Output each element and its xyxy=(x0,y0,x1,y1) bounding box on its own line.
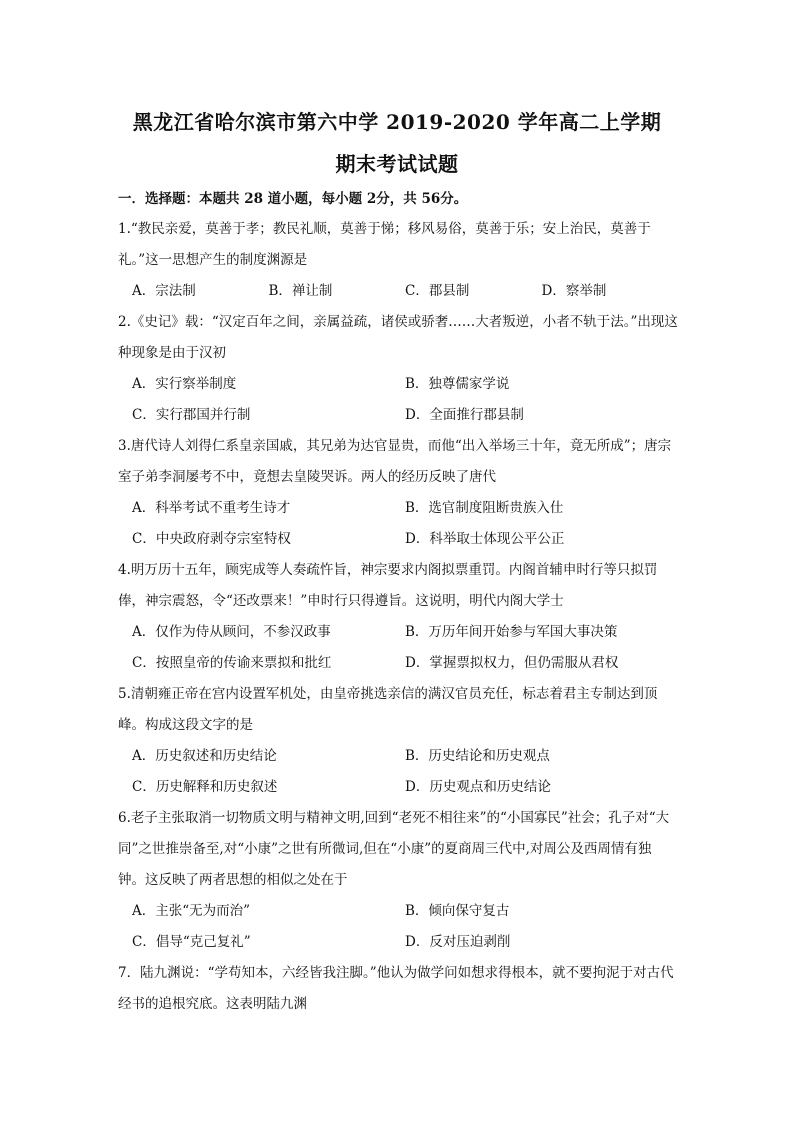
option-d: D．察举制 xyxy=(541,283,607,299)
options-2-row1 xyxy=(118,369,678,400)
option-b: B．历史结论和历史观点 xyxy=(405,748,550,764)
option-b: B．禅让制 xyxy=(268,283,333,299)
question-3: 3.唐代诗人刘得仁系皇亲国戚，其兄弟为达官显贵，而他“出入举场三十年，竟无所成”；唐宗室子弟李洞屡考不中，竟想去皇陵哭诉。两人的经历反映了唐代 xyxy=(118,438,672,485)
options-6-row2 xyxy=(118,927,678,958)
question-7: 7．陆九渊说：“学苟知本，六经皆我注脚。”他认为做学问如想求得根本，就不要拘泥于对古代经书的追根究底。这表明陆九渊 xyxy=(118,965,674,1012)
options-1 xyxy=(118,276,678,307)
option-a: A．宗法制 xyxy=(132,283,196,299)
option-a: A．实行察举制度 xyxy=(132,376,237,392)
page-subtitle: 期末考试试题 xyxy=(335,152,459,176)
option-c: C．倡导“克己复礼” xyxy=(132,934,251,950)
option-a: A．主张“无为而治” xyxy=(132,903,251,919)
option-c: C．中央政府剥夺宗室特权 xyxy=(132,531,291,547)
options-3-row1 xyxy=(118,493,678,524)
option-c: C．实行郡国并行制 xyxy=(132,407,251,423)
question-6: 6.老子主张取消一切物质文明与精神文明,回到“老死不相往来”的“小国寡民”社会；孔子对“大同”之世推崇备至,对“小康”之世有所微词,但在“小康”的夏商周三代中,对周公及西周情有独钟。这反映了两者思想的相似之处在于 xyxy=(118,810,670,888)
question-4: 4.明万历十五年，顾宪成等人奏疏忤旨，神宗要求内阁拟票重罚。内阁首辅申时行等只拟罚俸，神宗震怒，令“还改票来！”申时行只得遵旨。这说明，明代内阁大学士 xyxy=(118,562,658,609)
option-c: C．郡县制 xyxy=(405,283,470,299)
option-b: B．倾向保守复古 xyxy=(405,903,510,919)
option-a: A．仅作为侍从顾问，不参汉政事 xyxy=(132,624,331,640)
exam-content xyxy=(118,184,678,1020)
options-5-row1 xyxy=(118,741,678,772)
options-4-row1 xyxy=(118,617,678,648)
options-3-row2 xyxy=(118,524,678,555)
option-d: D．反对压迫剥削 xyxy=(405,934,511,950)
option-b: B．万历年间开始参与军国大事决策 xyxy=(405,624,618,640)
question-5: 5.清朝雍正帝在宫内设置军机处，由皇帝挑选亲信的满汉官员充任，标志着君主专制达到顶峰。构成这段文字的是 xyxy=(118,686,658,733)
options-6-row1 xyxy=(118,896,678,927)
option-d: D．全面推行郡县制 xyxy=(405,407,524,423)
question-2: 2.《史记》载：“汉定百年之间，亲属益疏，诸侯或骄奢……大者叛逆，小者不轨于法。”出现这种现象是由于汉初 xyxy=(118,314,678,361)
option-a: A．历史叙述和历史结论 xyxy=(132,748,277,764)
option-b: B．独尊儒家学说 xyxy=(405,376,510,392)
question-1: 1.“教民亲爱，莫善于孝；教民礼顺，莫善于悌；移风易俗，莫善于乐；安上治民，莫善于礼。”这一思想产生的制度渊源是 xyxy=(118,221,651,268)
option-c: C．历史解释和历史叙述 xyxy=(132,779,278,795)
page-title: 黑龙江省哈尔滨市第六中学 2019-2020 学年高二上学期 xyxy=(132,110,662,134)
option-d: D．掌握票拟权力，但仍需服从君权 xyxy=(405,655,619,671)
option-a: A．科举考试不重考生诗才 xyxy=(132,500,291,516)
options-2-row2 xyxy=(118,400,678,431)
option-c: C．按照皇帝的传谕来票拟和批红 xyxy=(132,655,332,671)
options-5-row2 xyxy=(118,772,678,803)
option-b: B．选官制度阻断贵族入仕 xyxy=(405,500,564,516)
options-4-row2 xyxy=(118,648,678,679)
section-heading: 一．选择题：本题共 28 道小题，每小题 2分，共 56分。 xyxy=(118,191,468,207)
option-d: D．科举取士体现公平公正 xyxy=(405,531,565,547)
option-d: D．历史观点和历史结论 xyxy=(405,779,551,795)
